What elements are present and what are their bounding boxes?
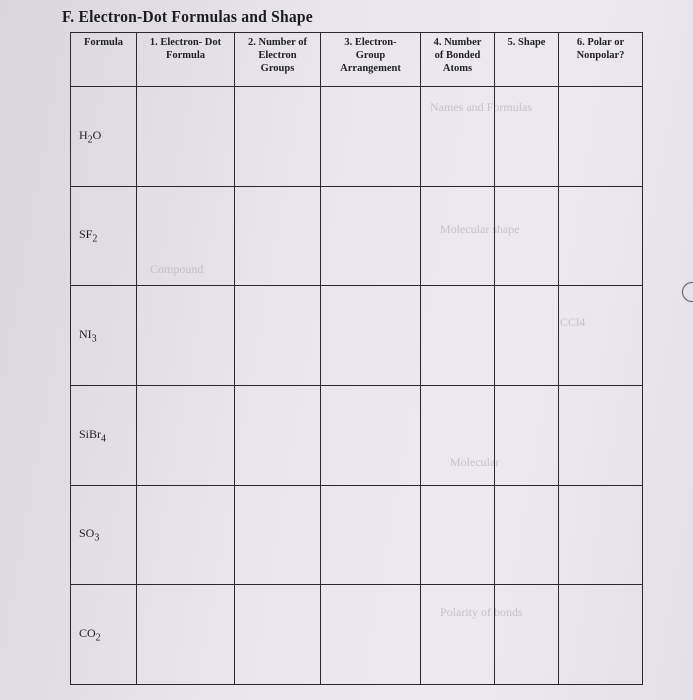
header-group-arrangement: 3. Electron- Group Arrangement [321, 33, 421, 87]
table-row [71, 186, 643, 286]
table-row [71, 385, 643, 485]
answer-cell[interactable] [495, 186, 559, 286]
answer-cell[interactable] [321, 286, 421, 386]
answer-cell[interactable] [235, 485, 321, 585]
answer-cell[interactable] [421, 485, 495, 585]
bleed-through-decoration: Molecular shape [440, 222, 520, 236]
formula-label: $H_2O$ [79, 127, 102, 146]
answer-cell[interactable] [137, 186, 235, 286]
table-row [71, 585, 643, 685]
header-electron-groups: 2. Number of Electron Groups [235, 33, 321, 87]
answer-cell[interactable] [559, 385, 643, 485]
answer-cell[interactable] [421, 286, 495, 386]
answer-cell[interactable] [559, 485, 643, 585]
bleed-through-decoration: Molecular [450, 455, 500, 469]
formula-cell [71, 87, 137, 187]
bleed-through-decoration: Compound [150, 262, 204, 276]
answer-cell[interactable] [559, 87, 643, 187]
formula-cell [71, 485, 137, 585]
answer-cell[interactable] [235, 87, 321, 187]
formula-label: $NI_3$ [79, 326, 97, 345]
bleed-through-decoration: Polarity of bonds [440, 605, 523, 619]
header-bonded-atoms: 4. Number of Bonded Atoms [421, 33, 495, 87]
answer-cell[interactable] [235, 286, 321, 386]
header-row [71, 33, 643, 87]
answer-cell[interactable] [137, 385, 235, 485]
answer-cell[interactable] [495, 585, 559, 685]
answer-cell[interactable] [495, 87, 559, 187]
binder-hole-mark [682, 282, 693, 302]
formula-label: $SF_2$ [79, 227, 98, 245]
answer-cell[interactable] [559, 585, 643, 685]
page-title: F. Electron-Dot Formulas and Shape [62, 7, 313, 26]
formula-label: SiBr$_4$ [79, 426, 107, 444]
header-formula: Formula [71, 33, 137, 87]
answer-cell[interactable] [321, 585, 421, 685]
bleed-through-decoration: CCl4 [560, 315, 586, 329]
answer-cell[interactable] [559, 286, 643, 386]
answer-cell[interactable] [321, 485, 421, 585]
answer-cell[interactable] [235, 585, 321, 685]
header-polarity: 6. Polar or Nonpolar? [559, 33, 643, 87]
formula-cell [71, 286, 137, 386]
answer-cell[interactable] [421, 385, 495, 485]
table-row [71, 485, 643, 585]
header-shape: 5. Shape [495, 33, 559, 87]
answer-cell[interactable] [421, 585, 495, 685]
answer-cell[interactable] [495, 286, 559, 386]
answer-cell[interactable] [421, 186, 495, 286]
answer-cell[interactable] [235, 186, 321, 286]
answer-cell[interactable] [137, 286, 235, 386]
formula-label: $SO_3$ [79, 526, 100, 544]
table-row [71, 87, 643, 187]
answer-cell[interactable] [321, 385, 421, 485]
answer-cell[interactable] [137, 485, 235, 585]
answer-cell[interactable] [321, 186, 421, 286]
answer-cell[interactable] [495, 485, 559, 585]
answer-cell[interactable] [495, 385, 559, 485]
answer-cell[interactable] [559, 186, 643, 286]
answer-cell[interactable] [421, 87, 495, 187]
electron-dot-table [70, 32, 643, 685]
formula-cell [71, 186, 137, 286]
formula-label: $CO_2$ [79, 625, 101, 644]
table-row [71, 286, 643, 386]
header-electron-dot-formula: 1. Electron- Dot Formula [137, 33, 235, 87]
answer-cell[interactable] [137, 585, 235, 685]
answer-cell[interactable] [235, 385, 321, 485]
bleed-through-decoration: Names and Formulas [430, 100, 532, 114]
answer-cell[interactable] [137, 87, 235, 187]
formula-cell [71, 385, 137, 485]
formula-cell [71, 585, 137, 685]
answer-cell[interactable] [321, 87, 421, 187]
